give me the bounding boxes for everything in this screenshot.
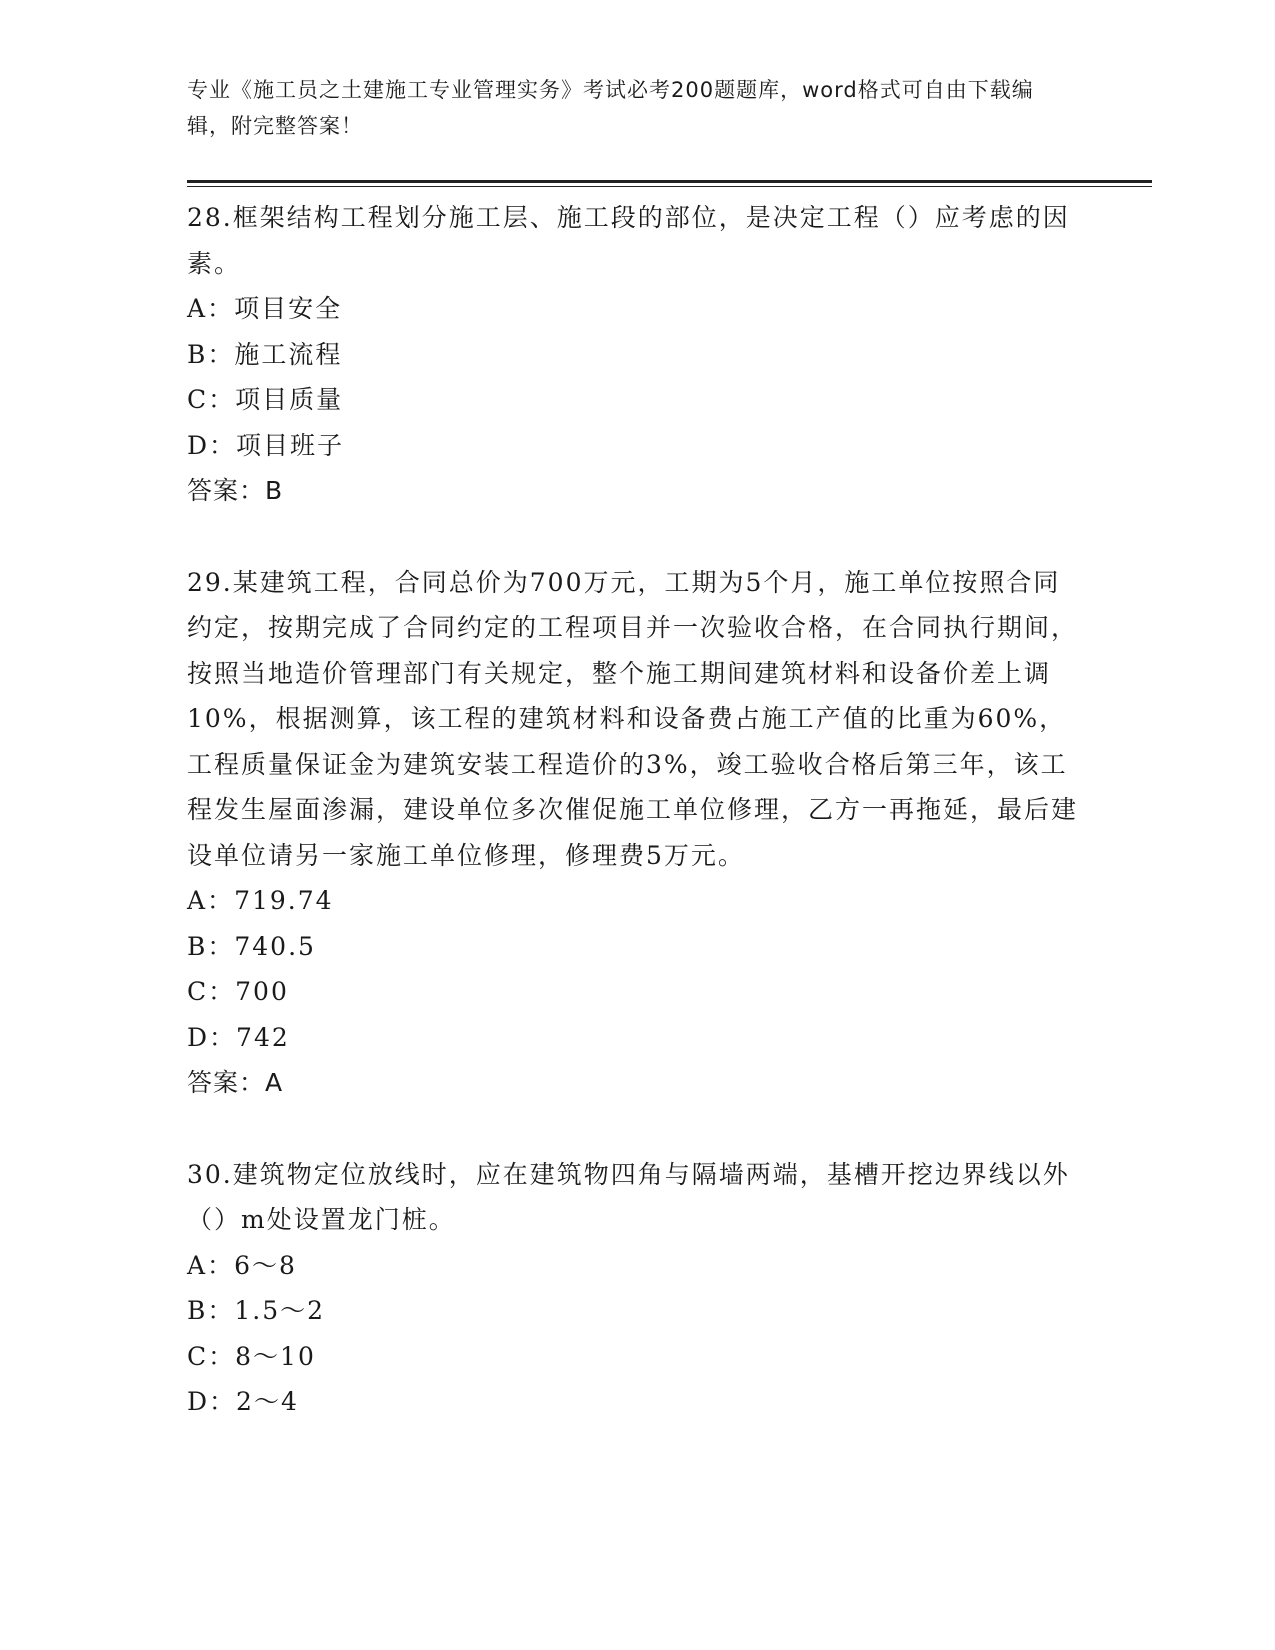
question-30 xyxy=(187,1152,1152,1425)
option-letter: C： xyxy=(187,385,236,414)
option-text: 项目班子 xyxy=(236,430,345,460)
option-letter: C： xyxy=(187,977,236,1006)
option-b xyxy=(187,1288,1152,1334)
option-a xyxy=(187,286,1152,332)
question-text: 28.框架结构工程划分施工层、施工段的部位，是决定工程（）应考虑的因素。 xyxy=(187,203,1070,278)
option-text: 1.5～2 xyxy=(234,1296,326,1325)
option-c xyxy=(187,377,1152,423)
option-letter: B： xyxy=(187,931,235,961)
option-text: 项目质量 xyxy=(235,385,344,414)
option-text: 719.74 xyxy=(234,886,334,915)
option-letter: A： xyxy=(187,886,235,915)
question-29 xyxy=(187,560,1152,1106)
option-b xyxy=(187,332,1152,378)
option-a xyxy=(187,1243,1152,1289)
option-c xyxy=(187,969,1152,1015)
option-d xyxy=(187,1015,1152,1061)
option-b xyxy=(187,924,1152,970)
option-d xyxy=(187,1379,1152,1425)
question-28 xyxy=(187,195,1152,514)
divider-thin-line xyxy=(187,186,1152,187)
option-text: 742 xyxy=(236,1022,290,1052)
option-letter: D： xyxy=(187,1022,237,1052)
option-letter: B： xyxy=(187,339,235,369)
option-text: 2～4 xyxy=(236,1387,299,1416)
option-letter: C： xyxy=(187,1341,236,1371)
question-text: 29.某建筑工程，合同总价为700万元，工期为5个月，施工单位按照合同约定，按期完成了合同约定的工程项目并一次验收合格，在合同执行期间，按照当地造价管理部门有关规定，整个施工期间建筑材料和设备价差上调10%，根据测算，该工程的建筑材料和设备费占施工产值的比重为60%，工程质量保证金为建筑安装工程造价的3%，竣工验收合格后第三年，该工程发生屋面渗漏，建设单位多次催促施工单位修理，乙方一再拖延，最后建设单位请另一家施工单位修理，修理费5万元。 xyxy=(187,567,1079,870)
option-text: 700 xyxy=(235,977,289,1006)
option-d xyxy=(187,423,1152,469)
question-text: 30.建筑物定位放线时，应在建筑物四角与隔墙两端，基槽开挖边界线以外（）m处设置龙门桩。 xyxy=(187,1159,1070,1234)
document-page xyxy=(187,72,1152,1471)
option-letter: D： xyxy=(187,1387,237,1416)
option-letter: A： xyxy=(187,1250,235,1280)
option-a xyxy=(187,878,1152,924)
answer-line: 答案：B xyxy=(187,476,284,505)
divider-thick-line xyxy=(187,180,1152,183)
option-text: 740.5 xyxy=(234,931,316,961)
question-list xyxy=(187,195,1152,1425)
document-header: 专业《施工员之土建施工专业管理实务》考试必考200题题库，word格式可自由下载编辑，附完整答案！ xyxy=(187,78,1034,138)
option-text: 6～8 xyxy=(234,1250,297,1280)
option-text: 8～10 xyxy=(235,1341,316,1371)
option-text: 施工流程 xyxy=(234,339,343,369)
option-letter: A： xyxy=(187,294,235,323)
option-letter: D： xyxy=(187,430,237,460)
option-c xyxy=(187,1334,1152,1380)
header-divider xyxy=(187,180,1152,187)
option-text: 项目安全 xyxy=(234,294,343,323)
answer-line: 答案：A xyxy=(187,1068,284,1097)
option-letter: B： xyxy=(187,1296,235,1325)
